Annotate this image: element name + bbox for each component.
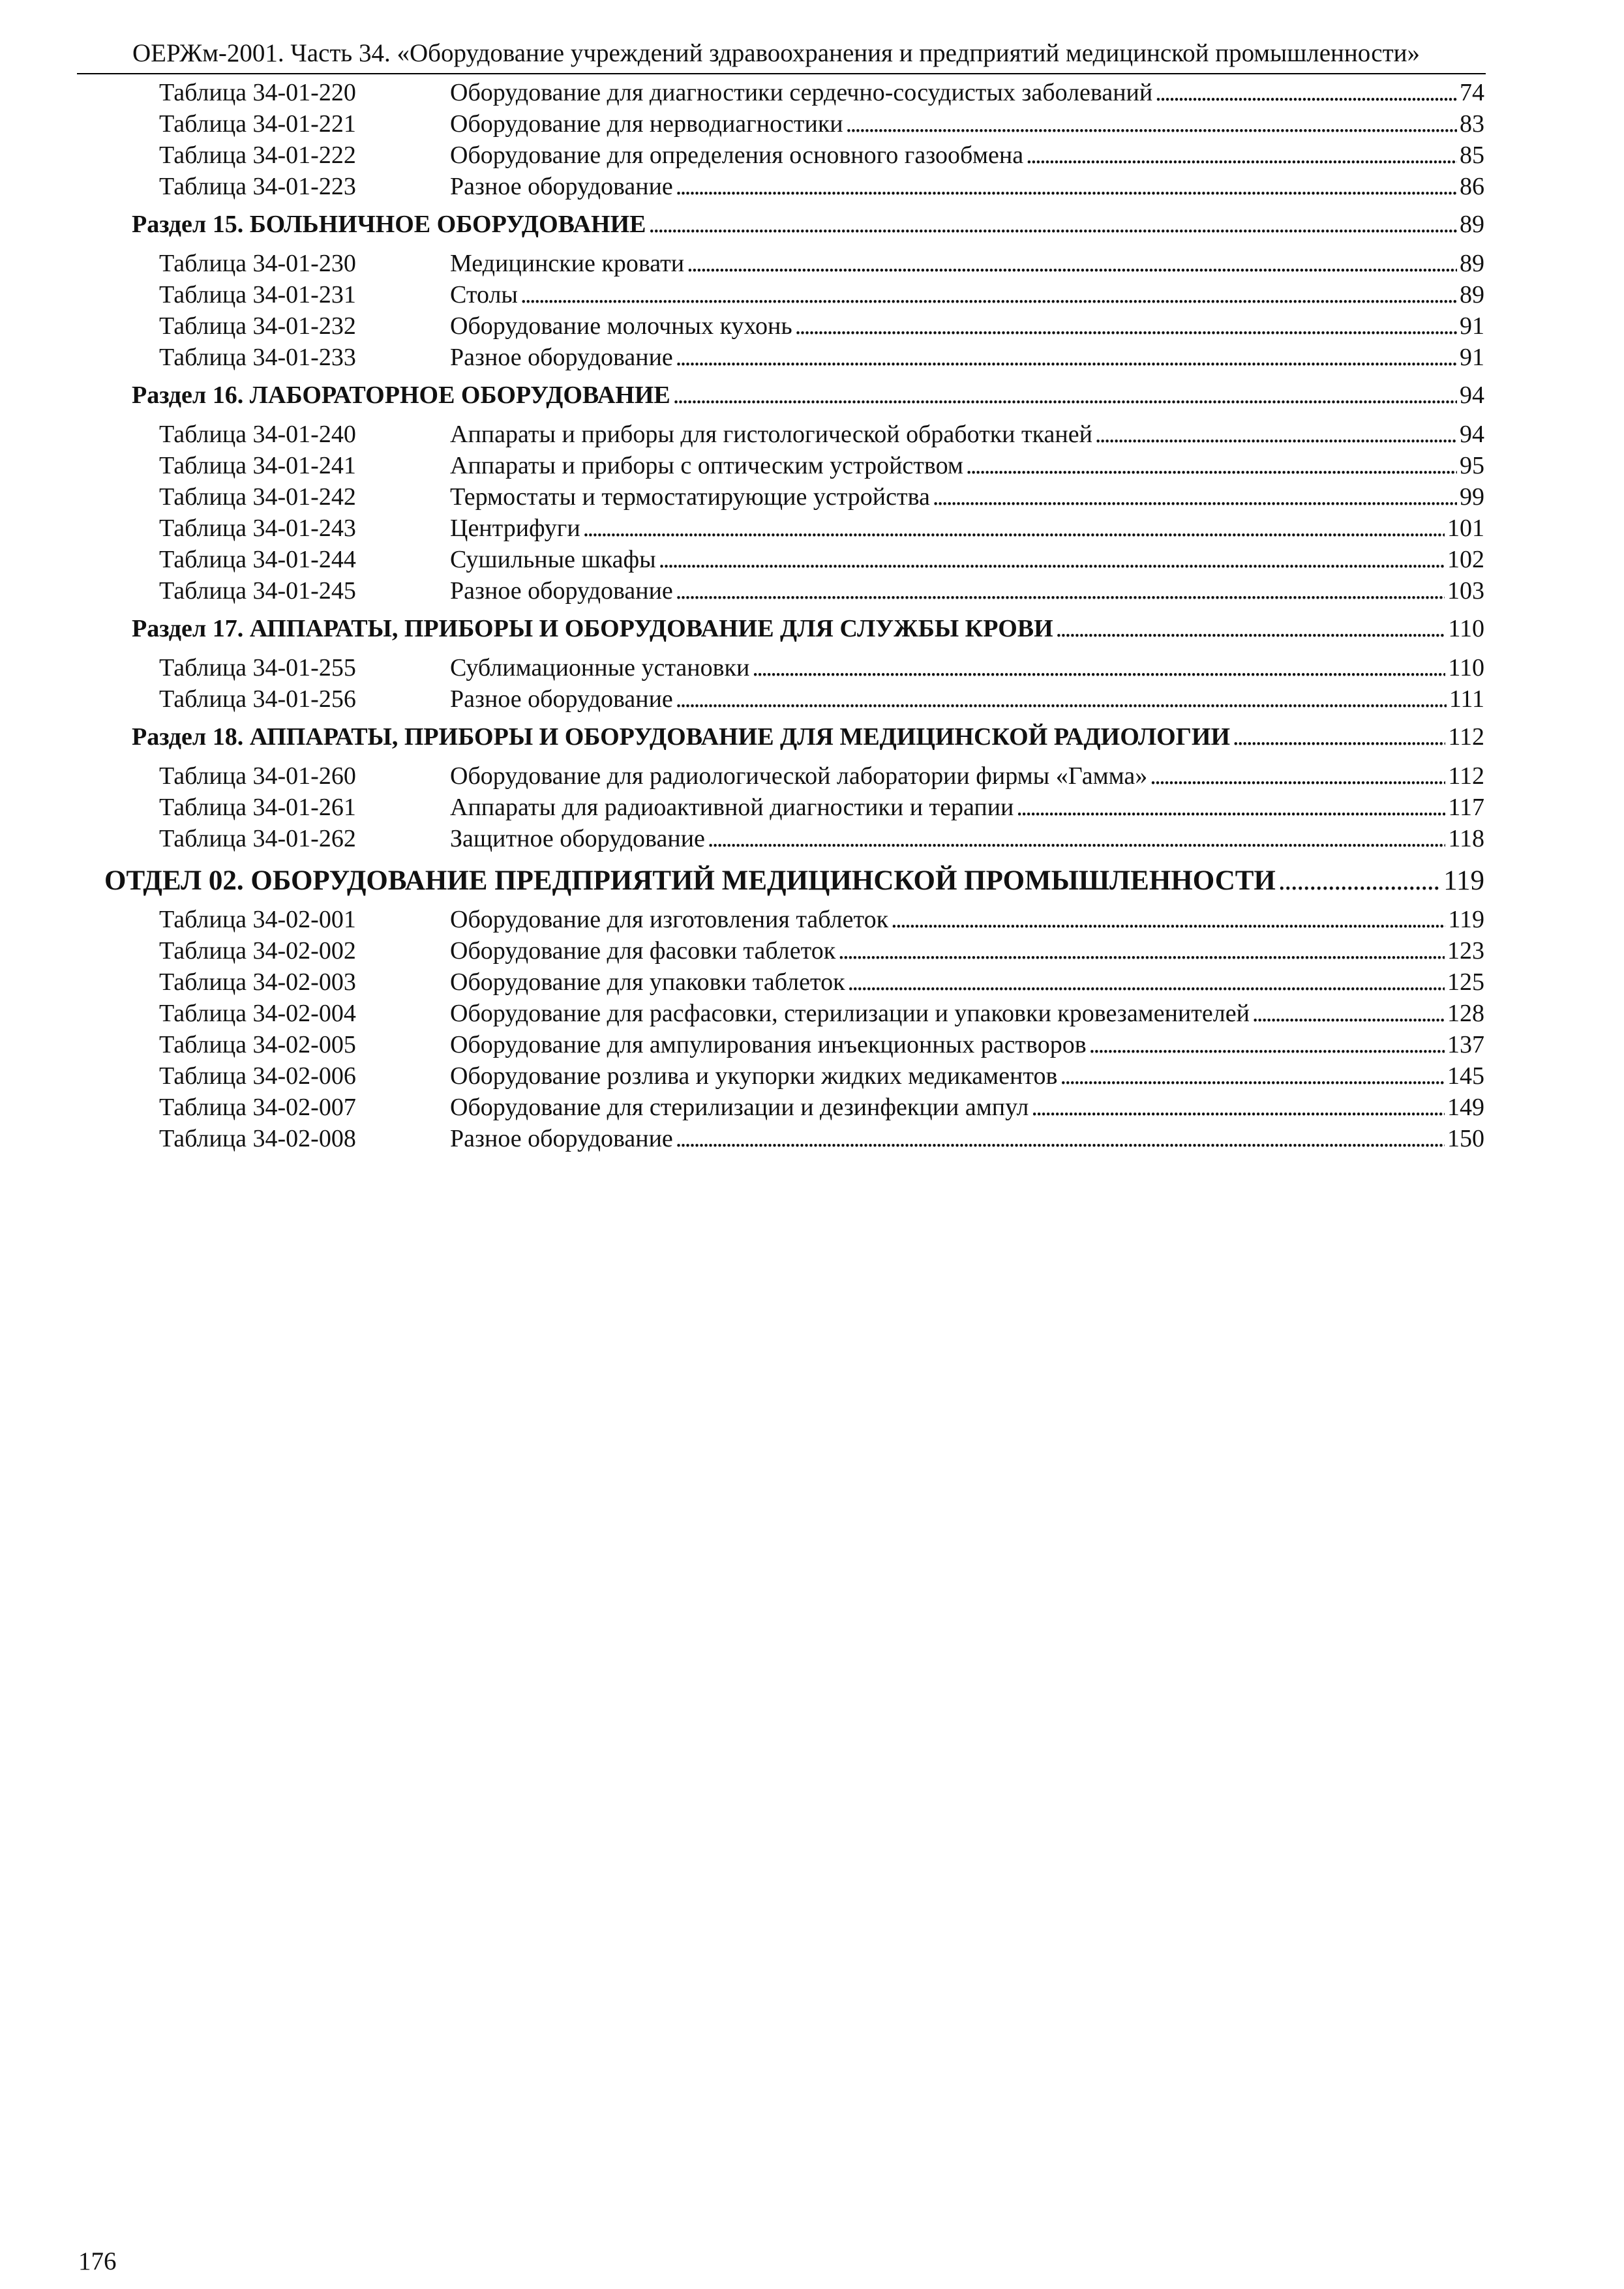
toc-entry-title: Оборудование для расфасовки, стерилизации и упаковки кровезаменителей [450,1000,1250,1027]
dot-leader [676,342,1457,373]
toc-table-number: Таблица 34-01-261 [159,794,356,821]
toc-table-number: Таблица 34-02-006 [159,1062,356,1090]
toc-section-heading [132,613,1484,644]
toc-entry-title: Разное оборудование [450,344,673,371]
toc-entry-title: Раздел 16. ЛАБОРАТОРНОЕ ОБОРУДОВАНИЕ [132,382,670,409]
toc-table-entry [159,792,1484,823]
toc-entry-title: Оборудование для изготовления таблеток [450,906,889,933]
toc-table-entry [159,998,1484,1029]
toc-table-entry [159,652,1484,683]
header-rule [77,73,1486,74]
toc-page-number: 149 [1447,1094,1484,1121]
toc-table-number: Таблица 34-02-001 [159,906,356,933]
toc-entry-title: ОТДЕЛ 02. ОБОРУДОВАНИЕ ПРЕДПРИЯТИЙ МЕДИЦИНСКОЙ ПРОМЫШЛЕННОСТИ [104,865,1276,896]
dot-leader [966,450,1457,481]
toc-table-entry [159,683,1484,715]
toc-table-entry [159,904,1484,935]
toc-entry-title: Столы [450,281,518,308]
dot-leader [708,823,1446,854]
toc-entry-title: Оборудование для нерводиагностики [450,110,843,138]
toc-page-number: 150 [1447,1125,1484,1152]
toc-table-number: Таблица 34-02-003 [159,968,356,996]
toc-table-number: Таблица 34-01-222 [159,142,356,169]
toc-page-number: 83 [1460,110,1484,138]
dot-leader [673,380,1457,411]
toc-table-entry [159,966,1484,998]
toc-table-entry [159,342,1484,373]
toc-entry-title: Оборудование для определения основного газообмена [450,142,1024,169]
toc-page-number: 94 [1460,382,1484,409]
toc-table-number: Таблица 34-01-255 [159,654,356,681]
toc-table-entry [159,575,1484,606]
dot-leader [1095,419,1457,450]
toc-department-heading [104,863,1484,899]
toc-table-entry [159,935,1484,966]
toc-page-number: 99 [1460,483,1484,511]
dot-leader [891,904,1445,935]
toc-entry-title: Сублимационные установки [450,654,750,681]
toc-entry-title: Оборудование розлива и укупорки жидких медикаментов [450,1062,1058,1090]
dot-leader [1155,77,1457,108]
toc-table-entry [159,823,1484,854]
toc-page-number: 95 [1460,452,1484,479]
dot-leader [659,544,1445,575]
dot-leader [1252,998,1445,1029]
toc-section-heading [132,209,1484,240]
toc-page-number: 110 [1448,654,1484,681]
dot-leader [795,310,1457,342]
toc-section-heading [132,380,1484,411]
dot-leader [838,935,1445,966]
dot-leader [687,248,1457,279]
page-header: ОЕРЖм-2001. Часть 34. «Оборудование учреждений здравоохранения и предприятий медицинской промышленности» [132,39,1420,67]
toc-entry-title: Медицинские кровати [450,250,685,277]
toc-table-entry [159,513,1484,544]
toc-table-entry [159,171,1484,202]
toc-table-entry [159,481,1484,513]
toc-table-number: Таблица 34-01-241 [159,452,356,479]
toc-entry-title: Аппараты для радиоактивной диагностики и терапии [450,794,1014,821]
toc-table-entry [159,248,1484,279]
toc-page-number: 91 [1460,344,1484,371]
toc-table-number: Таблица 34-01-231 [159,281,356,308]
dot-leader [1233,721,1445,753]
dot-leader [583,513,1445,544]
dot-leader [1150,760,1445,792]
toc-entry-title: Оборудование для ампулирования инъекционных растворов [450,1031,1087,1058]
toc-page-number: 117 [1448,794,1484,821]
toc-entry-title: Раздел 17. АППАРАТЫ, ПРИБОРЫ И ОБОРУДОВАНИЕ ДЛЯ СЛУЖБЫ КРОВИ [132,615,1053,642]
toc-page-number: 85 [1460,142,1484,169]
toc-page-number: 112 [1448,762,1484,790]
toc-entry-title: Оборудование для упаковки таблеток [450,968,845,996]
toc-page-number: 86 [1460,173,1484,200]
toc-table-entry [159,760,1484,792]
toc-page-number: 125 [1447,968,1484,996]
toc-table-number: Таблица 34-01-232 [159,312,356,340]
toc-table-number: Таблица 34-01-230 [159,250,356,277]
toc-page-number: 145 [1447,1062,1484,1090]
toc-entry-title: Оборудование молочных кухонь [450,312,792,340]
toc-table-entry [159,1060,1484,1092]
toc-table-number: Таблица 34-01-244 [159,546,356,573]
toc-table-number: Таблица 34-02-007 [159,1094,356,1121]
dot-leader [676,1123,1445,1154]
toc-table-number: Таблица 34-01-223 [159,173,356,200]
toc-entry-title: Разное оборудование [450,1125,673,1152]
toc-entry-title: Оборудование для стерилизации и дезинфекции ампул [450,1094,1029,1121]
toc-table-entry [159,140,1484,171]
toc-page-number: 111 [1449,685,1484,713]
dot-leader [1016,792,1445,823]
toc-table-number: Таблица 34-01-233 [159,344,356,371]
toc-page-number: 123 [1447,937,1484,965]
toc-table-number: Таблица 34-01-243 [159,515,356,542]
toc-table-number: Таблица 34-01-220 [159,79,356,106]
toc-table-entry [159,450,1484,481]
toc-page-number: 128 [1447,1000,1484,1027]
toc-entry-title: Термостаты и термостатирующие устройства [450,483,930,511]
toc-entry-title: Раздел 18. АППАРАТЫ, ПРИБОРЫ И ОБОРУДОВАНИЕ ДЛЯ МЕДИЦИНСКОЙ РАДИОЛОГИИ [132,723,1231,751]
toc-table-entry [159,544,1484,575]
toc-entry-title: Оборудование для радиологической лаборатории фирмы «Гамма» [450,762,1148,790]
toc-table-number: Таблица 34-01-256 [159,685,356,713]
toc-entry-title: Аппараты и приборы с оптическим устройством [450,452,963,479]
toc-table-entry [159,279,1484,310]
toc-table-number: Таблица 34-02-008 [159,1125,356,1152]
dot-leader [933,481,1457,513]
toc-table-number: Таблица 34-01-245 [159,577,356,605]
dot-leader [1060,1060,1445,1092]
toc-page-number: 89 [1460,250,1484,277]
toc-table-number: Таблица 34-01-221 [159,110,356,138]
toc-page-number: 94 [1460,421,1484,448]
toc-table-entry [159,108,1484,140]
dot-leader [676,575,1445,606]
toc-table-number: Таблица 34-01-260 [159,762,356,790]
toc-page-number: 118 [1448,825,1484,852]
toc-page-number: 74 [1460,79,1484,106]
dot-leader [1056,613,1446,644]
toc-table-number: Таблица 34-01-242 [159,483,356,511]
toc-entry-title: Оборудование для диагностики сердечно-сосудистых заболеваний [450,79,1153,106]
toc-page-number: 91 [1460,312,1484,340]
toc-entry-title: Аппараты и приборы для гистологической обработки тканей [450,421,1092,448]
dot-leader [1089,1029,1445,1060]
toc-entry-title: Оборудование для фасовки таблеток [450,937,836,965]
toc-page-number: 119 [1448,906,1484,933]
toc-table-entry [159,1123,1484,1154]
dot-leader [648,209,1457,240]
dot-leader [676,683,1447,715]
toc-entry-title: Разное оборудование [450,173,673,200]
toc-table-entry [159,77,1484,108]
toc-page-number: 110 [1448,615,1484,642]
toc-table-entry [159,419,1484,450]
toc-table-entry [159,1092,1484,1123]
toc-section-heading [132,721,1484,753]
toc-table-number: Таблица 34-02-005 [159,1031,356,1058]
toc-table-number: Таблица 34-01-240 [159,421,356,448]
dot-leader [1031,1092,1445,1123]
toc-table-number: Таблица 34-02-004 [159,1000,356,1027]
toc-table-entry [159,310,1484,342]
toc-entry-title: Защитное оборудование [450,825,705,852]
toc-table-number: Таблица 34-01-262 [159,825,356,852]
toc-page-number: 89 [1460,281,1484,308]
toc-table-entry [159,1029,1484,1060]
dot-leader [1278,863,1441,899]
toc-page-number: 119 [1443,865,1484,896]
toc-entry-title: Разное оборудование [450,577,673,605]
toc-page-number: 103 [1447,577,1484,605]
dot-leader [752,652,1445,683]
toc-entry-title: Сушильные шкафы [450,546,656,573]
page-number: 176 [78,2247,117,2275]
dot-leader [676,171,1457,202]
toc-entry-title: Центрифуги [450,515,580,542]
dot-leader [1026,140,1457,171]
toc-page-number: 102 [1447,546,1484,573]
toc-table-number: Таблица 34-02-002 [159,937,356,965]
toc-page-number: 112 [1448,723,1484,751]
dot-leader [848,966,1445,998]
toc-entry-title: Раздел 15. БОЛЬНИЧНОЕ ОБОРУДОВАНИЕ [132,211,646,238]
toc-entry-title: Разное оборудование [450,685,673,713]
dot-leader [520,279,1457,310]
toc-page-number: 137 [1447,1031,1484,1058]
dot-leader [846,108,1457,140]
toc-page-number: 89 [1460,211,1484,238]
toc-page-number: 101 [1447,515,1484,542]
